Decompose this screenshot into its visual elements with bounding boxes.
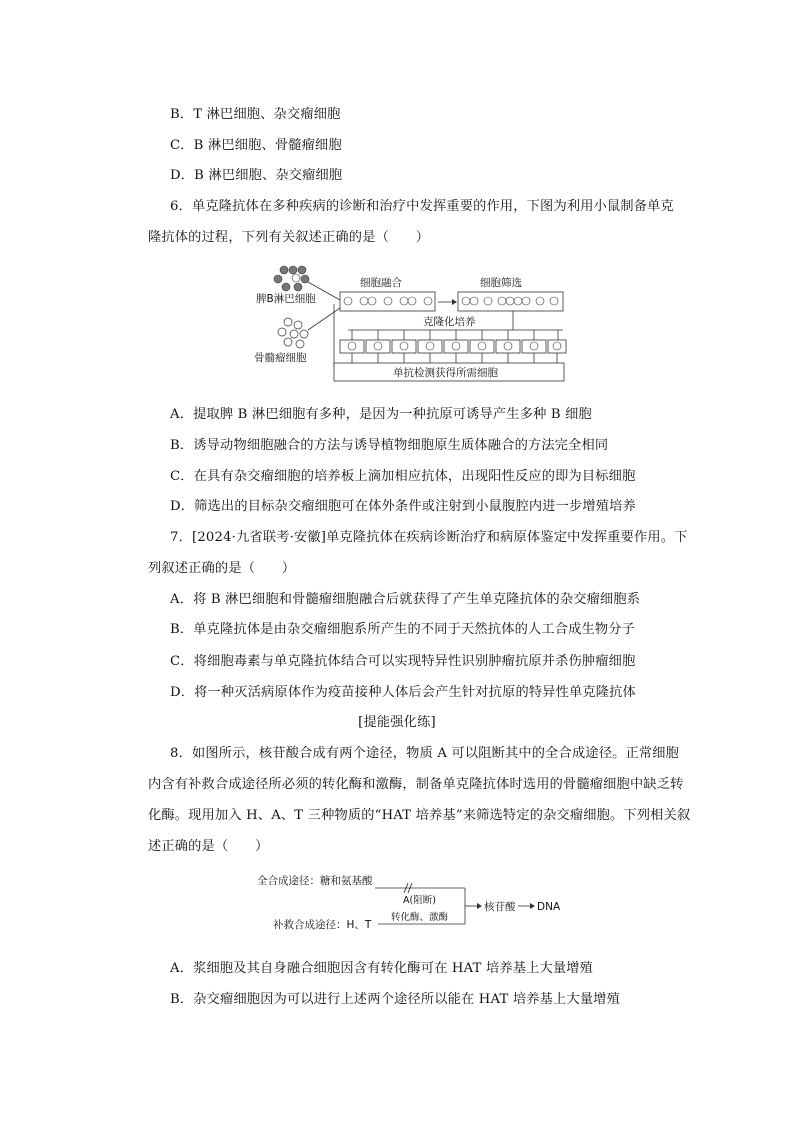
myeloma-cells-icon <box>278 318 308 348</box>
q8-stem-line-1: 8．如图所示，核苷酸合成有两个途径，物质 A 可以阻断其中的全合成途径。正常细胞 <box>170 746 680 761</box>
detect-label: 单抗检测获得所需细胞 <box>393 367 498 379</box>
spleen-cells-icon <box>274 266 309 291</box>
q6-option-d: D．筛选出的目标杂交瘤细胞可在体外条件或注射到小鼠腹腔内进一步增殖培养 <box>170 499 636 514</box>
q7-option-c: C．将细胞毒素与单克隆抗体结合可以实现特异性识别肿瘤抗原并杀伤肿瘤细胞 <box>170 654 636 669</box>
q7-stem-line-2: 列叙述正确的是（ ） <box>148 561 296 576</box>
q5-option-b: B．T 淋巴细胞、杂交瘤细胞 <box>170 107 341 122</box>
q6-option-b: B．诱导动物细胞融合的方法与诱导植物细胞原生质体融合的方法完全相同 <box>170 438 609 453</box>
q7-stem-line-1: 7．[2024·九省联考·安徽]单克隆抗体在疾病诊断治疗和病原体鉴定中发挥重要作用。下 <box>170 530 688 545</box>
q8-pathway-figure <box>255 868 575 942</box>
block-label: A(阻断) <box>403 895 436 906</box>
q6-figure <box>248 262 568 386</box>
section-title: [提能强化练] <box>358 715 436 730</box>
myeloma-label: 骨髓瘤细胞 <box>254 352 307 364</box>
screen-label: 细胞筛选 <box>480 277 522 289</box>
q6-option-a: A．提取脾 B 淋巴细胞有多种，是因为一种抗原可诱导产生多种 B 细胞 <box>170 407 592 422</box>
salvage-label: 补救合成途径：H、T <box>273 919 372 931</box>
q8-stem-line-3: 化酶。现用加入 H、A、T 三种物质的“HAT 培养基”来筛选特定的杂交瘤细胞。下列相关叙 <box>148 808 691 823</box>
enzymes-label: 转化酶、激酶 <box>391 912 449 923</box>
de-novo-label: 全合成途径：糖和氨基酸 <box>257 875 373 887</box>
clone-label: 克隆化培养 <box>423 316 476 328</box>
q6-stem-line-1: 6．单克隆抗体在多种疾病的诊断和治疗中发挥重要的作用，下图为利用小鼠制备单克 <box>170 199 674 214</box>
q8-stem-line-4: 述正确的是（ ） <box>148 839 269 854</box>
nucleotide-label: 核苷酸 <box>484 901 516 913</box>
q8-option-a: A．浆细胞及其自身融合细胞因含有转化酶可在 HAT 培养基上大量增殖 <box>170 961 594 976</box>
q8-stem-line-2: 内含有补救合成途径所必须的转化酶和激酶，制备单克隆抗体时选用的骨髓瘤细胞中缺乏转 <box>148 777 684 792</box>
fusion-label: 细胞融合 <box>360 277 402 289</box>
q6-option-c: C．在具有杂交瘤细胞的培养板上滴加相应抗体，出现阳性反应的即为目标细胞 <box>170 469 636 484</box>
q8-option-b: B．杂交瘤细胞因为可以进行上述两个途径所以能在 HAT 培养基上大量增殖 <box>170 992 620 1007</box>
dna-label: DNA <box>537 901 561 913</box>
q7-option-a: A．将 B 淋巴细胞和骨髓瘤细胞融合后就获得了产生单克隆抗体的杂交瘤细胞系 <box>170 592 641 607</box>
q5-option-c: C．B 淋巴细胞、骨髓瘤细胞 <box>170 138 342 153</box>
q5-option-d: D．B 淋巴细胞、杂交瘤细胞 <box>170 168 343 183</box>
q6-stem-line-2: 隆抗体的过程，下列有关叙述正确的是（ ） <box>148 230 430 245</box>
q7-option-b: B．单克隆抗体是由杂交瘤细胞系所产生的不同于天然抗体的人工合成生物分子 <box>170 622 636 637</box>
spleen-b-label: 脾B淋巴细胞 <box>256 293 316 305</box>
q7-option-d: D．将一种灭活病原体作为疫苗接种人体后会产生针对抗原的特异性单克隆抗体 <box>170 685 636 700</box>
